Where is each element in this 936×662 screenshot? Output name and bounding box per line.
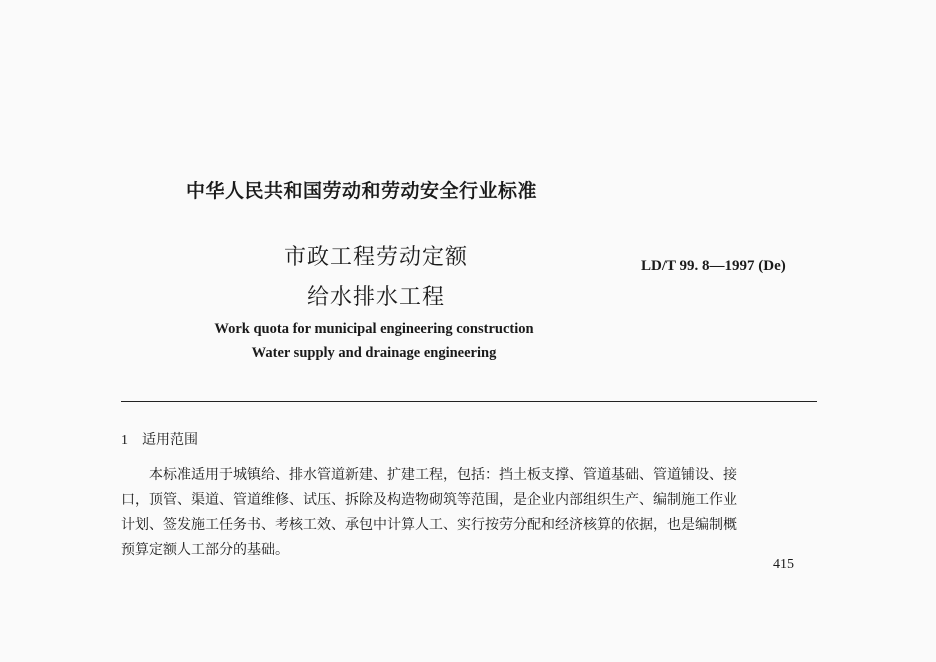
page-number: 415 <box>773 557 794 572</box>
title-english-line-2: Water supply and drainage engineering <box>251 345 497 361</box>
paragraph-line-3: 计划、签发施工任务书、考核工效、承包中计算人工、实行按劳分配和经济核算的依据，也是编制概 <box>121 517 737 533</box>
horizontal-divider <box>121 401 817 402</box>
industry-standard-heading: 中华人民共和国劳动和劳动安全行业标准 <box>186 180 538 202</box>
paragraph-line-2: 口，顶管、渠道、管道维修、试压、拆除及构造物砌筑等范围，是企业内部组织生产、编制施工作业 <box>121 492 737 508</box>
title-chinese-line-1: 市政工程劳动定额 <box>283 245 468 270</box>
standard-code: LD/T 99. 8—1997 (De) <box>641 258 786 274</box>
title-english-line-1: Work quota for municipal engineering construction <box>214 321 534 337</box>
section-heading <box>121 429 198 449</box>
section-number: 1 <box>121 433 128 448</box>
title-chinese-line-2: 给水排水工程 <box>306 285 445 310</box>
paragraph-line-4: 预算定额人工部分的基础。 <box>121 542 289 558</box>
section-title: 适用范围 <box>142 432 198 448</box>
paragraph-line-1: 本标准适用于城镇给、排水管道新建、扩建工程，包括：挡土板支撑、管道基础、管道铺设、接 <box>149 467 737 483</box>
